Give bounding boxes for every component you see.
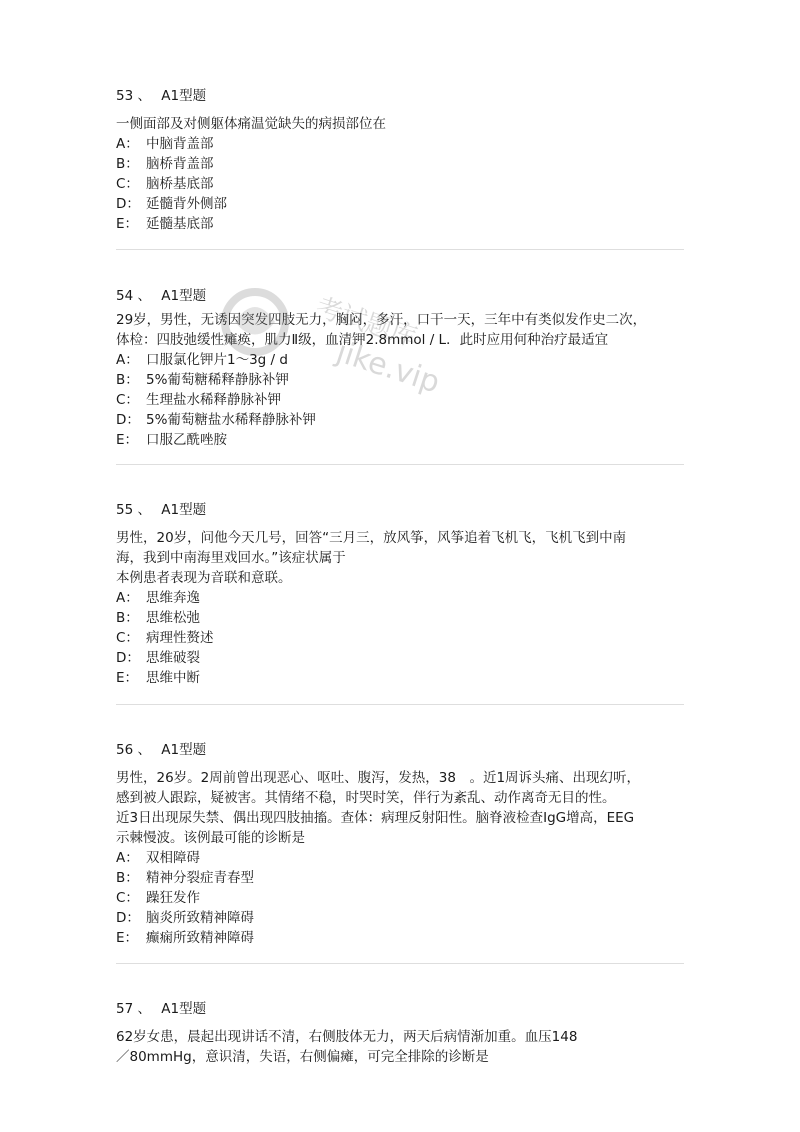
stem-line: 男性，26岁。2周前曾出现恶心、呕吐、腹泻，发热，38 。近1周诉头痛、出现幻听， xyxy=(116,770,641,786)
question-separator: 、 xyxy=(137,88,151,104)
option-c: C： 脑桥基底部 xyxy=(116,176,214,192)
stem-line: 体检：四肢弛缓性瘫痪，肌力Ⅱ级，血清钾2.8mmol / L．此时应用何种治疗最适宜 xyxy=(116,332,609,348)
question-54 xyxy=(116,286,686,450)
watermark-url: jike.vip xyxy=(332,334,444,401)
question-header xyxy=(116,500,686,520)
option-c: C： 生理盐水稀释静脉补钾 xyxy=(116,392,281,408)
stem-line: 示棘慢波。该例最可能的诊断是 xyxy=(116,830,305,846)
question-number: 56 xyxy=(116,742,134,758)
option-b: B： 脑桥背盖部 xyxy=(116,156,214,172)
question-type: A1型题 xyxy=(161,288,207,304)
question-55 xyxy=(116,500,686,688)
option-list xyxy=(116,134,686,234)
option-d: D： 脑炎所致精神障碍 xyxy=(116,910,254,926)
stem-line: 近3日出现尿失禁、偶出现四肢抽搐。查体：病理反射阳性。脑脊液检查IgG增高，EEG xyxy=(116,810,635,826)
question-type: A1型题 xyxy=(161,88,207,104)
question-type: A1型题 xyxy=(161,502,207,518)
question-separator: 、 xyxy=(137,1001,151,1017)
divider xyxy=(116,963,684,964)
stem-line: 感到被人跟踪，疑被害。其情绪不稳，时哭时笑，伴行为紊乱、动作离奇无目的性。 xyxy=(116,790,616,806)
question-type: A1型题 xyxy=(161,742,207,758)
option-a: A： 双相障碍 xyxy=(116,850,200,866)
option-e: E： 癫痫所致精神障碍 xyxy=(116,930,254,946)
question-53 xyxy=(116,86,686,234)
option-b: B： 5%葡萄糖稀释静脉补钾 xyxy=(116,372,289,388)
divider xyxy=(116,464,684,465)
option-a: A： 中脑背盖部 xyxy=(116,136,214,152)
watermark-text: 考试题库 xyxy=(312,292,421,354)
divider xyxy=(116,704,684,705)
question-stem xyxy=(116,1027,686,1067)
question-number: 57 xyxy=(116,1001,134,1017)
question-type: A1型题 xyxy=(161,1001,207,1017)
option-d: D： 延髓背外侧部 xyxy=(116,196,227,212)
divider xyxy=(116,249,684,250)
question-header xyxy=(116,740,686,760)
question-number: 55 xyxy=(116,502,134,518)
question-stem xyxy=(116,768,686,848)
option-e: E： 延髓基底部 xyxy=(116,216,214,232)
option-c: C： 躁狂发作 xyxy=(116,890,200,906)
stem-line: ／80mmHg，意识清，失语，右侧偏瘫，可完全排除的诊断是 xyxy=(116,1049,489,1065)
stem-line: 29岁，男性，无诱因突发四肢无力，胸闷，多汗，口干一天，三年中有类似发作史二次， xyxy=(116,312,647,328)
question-stem xyxy=(116,114,686,134)
option-d: D： 思维破裂 xyxy=(116,650,200,666)
question-stem xyxy=(116,310,686,350)
option-list xyxy=(116,848,686,948)
option-b: B： 精神分裂症青春型 xyxy=(116,870,254,886)
option-a: A： 思维奔逸 xyxy=(116,590,200,606)
option-a: A： 口服氯化钾片1～3g / d xyxy=(116,352,288,368)
question-header xyxy=(116,286,686,306)
question-header xyxy=(116,86,686,106)
question-separator: 、 xyxy=(137,502,151,518)
question-number: 53 xyxy=(116,88,134,104)
stem-line: 海，我到中南海里戏回水。”该症状属于 xyxy=(116,550,346,566)
stem-line: 62岁女患，晨起出现讲话不清，右侧肢体无力，两天后病情渐加重。血压148 xyxy=(116,1029,578,1045)
question-stem xyxy=(116,528,686,588)
option-list xyxy=(116,350,686,450)
question-57 xyxy=(116,999,686,1067)
stem-line: 男性，20岁，问他今天几号，回答“三月三，放风筝，风筝追着飞机飞，飞机飞到中南 xyxy=(116,530,627,546)
stem-line: 一侧面部及对侧躯体痛温觉缺失的病损部位在 xyxy=(116,116,386,132)
question-separator: 、 xyxy=(137,288,151,304)
question-header xyxy=(116,999,686,1019)
option-list xyxy=(116,588,686,688)
question-separator: 、 xyxy=(137,742,151,758)
question-56 xyxy=(116,740,686,948)
option-e: E： 口服乙酰唑胺 xyxy=(116,432,227,448)
option-d: D： 5%葡萄糖盐水稀释静脉补钾 xyxy=(116,412,316,428)
stem-line: 本例患者表现为音联和意联。 xyxy=(116,570,292,586)
question-number: 54 xyxy=(116,288,134,304)
option-c: C： 病理性赘述 xyxy=(116,630,214,646)
option-b: B： 思维松弛 xyxy=(116,610,200,626)
option-e: E： 思维中断 xyxy=(116,670,200,686)
